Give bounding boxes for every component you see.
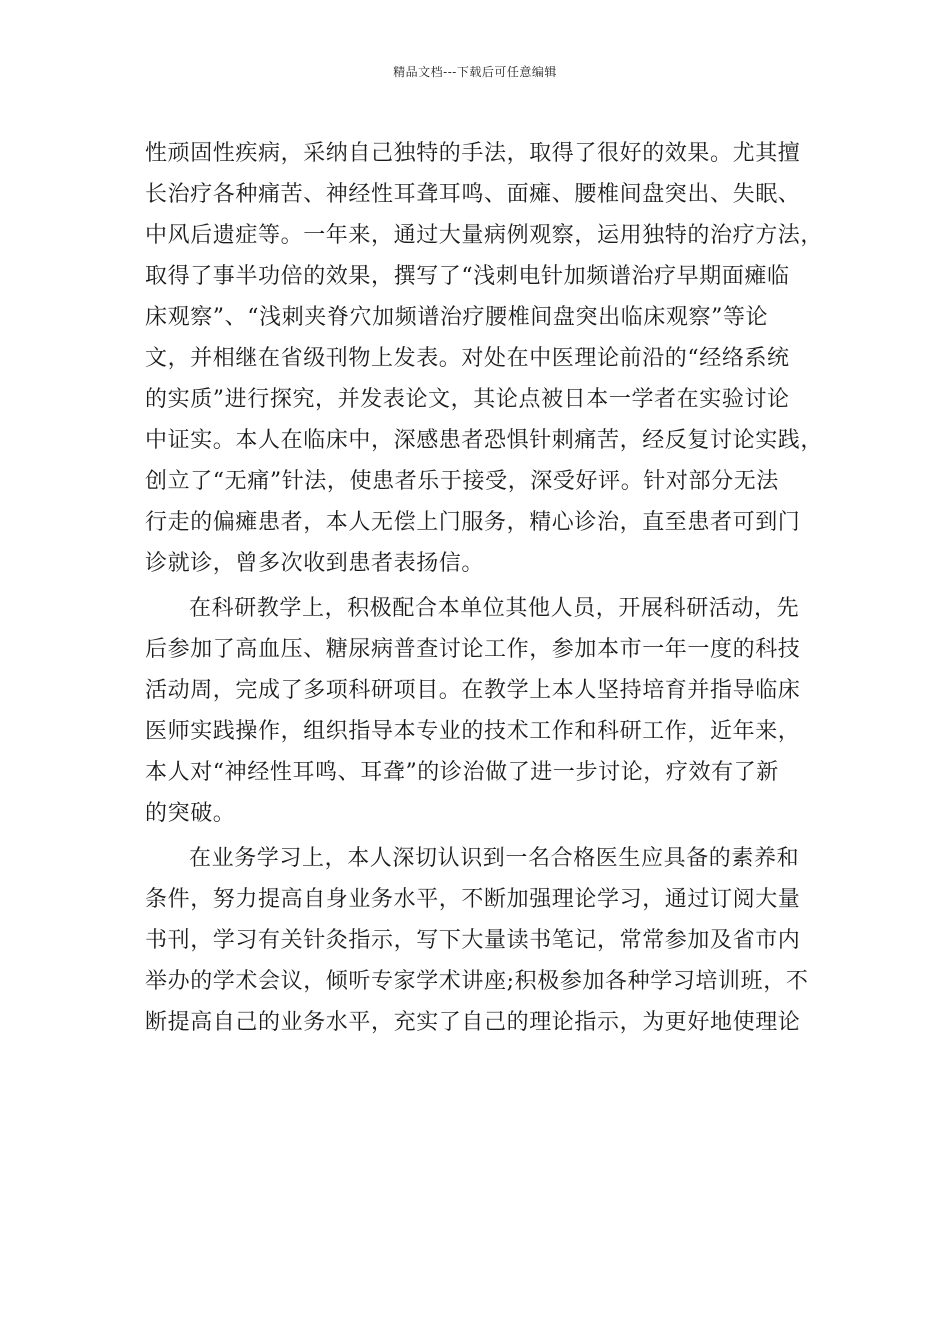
- text-line: 后参加了高血压、糖尿病普查讨论工作，参加本市一年一度的科技: [145, 637, 801, 662]
- text-line: 断提高自己的业务水平，充实了自己的理论指示，为更好地使理论: [145, 1010, 801, 1035]
- text-line: 创立了“无痛”针法，使患者乐于接受，深受好评。针对部分无法: [145, 469, 779, 494]
- text-line: 在科研教学上，积极配合本单位其他人员，开展科研活动，先: [189, 596, 800, 621]
- text-line: 文，并相继在省级刊物上发表。对处在中医理论前沿的“经络系统: [145, 346, 790, 371]
- text-line: 条件，努力提高自身业务水平，不断加强理论学习，通过订阅大量: [145, 887, 801, 912]
- text-line: 行走的偏瘫患者，本人无偿上门服务，精心诊治，直至患者可到门: [145, 510, 801, 535]
- text-line: 活动周，完成了多项科研项目。在教学上本人坚持培育并指导临床: [145, 678, 801, 703]
- text-line: 长治疗各种痛苦、神经性耳聋耳鸣、面瘫、腰椎间盘突出、失眠、: [145, 182, 801, 207]
- text-line: 在业务学习上，本人深切认识到一名合格医生应具备的素养和: [189, 846, 800, 871]
- text-line: 书刊，学习有关针灸指示，写下大量读书笔记，常常参加及省市内: [145, 928, 801, 953]
- text-line: 医师实践操作，组织指导本专业的技术工作和科研工作，近年来，: [145, 719, 801, 744]
- text-line: 性顽固性疾病，采纳自己独特的手法，取得了很好的效果。尤其擅: [145, 141, 801, 166]
- paragraph-clinical-work: [145, 133, 825, 584]
- paragraph-research-teaching: [145, 588, 825, 834]
- text-line: 诊就诊，曾多次收到患者表扬信。: [145, 551, 485, 576]
- document-body: [145, 133, 825, 1043]
- text-line: 本人对“神经性耳鸣、耳聋”的诊治做了进一步讨论，疗效有了新: [145, 760, 779, 785]
- text-line: 床观察”、“浅刺夹脊穴加频谱治疗腰椎间盘突出临床观察”等论: [145, 305, 769, 330]
- page-header: 精品文档---下载后可任意编辑: [393, 65, 557, 79]
- text-line: 的突破。: [145, 801, 236, 826]
- text-line: 举办的学术会议，倾听专家学术讲座;积极参加各种学习培训班，不: [145, 969, 809, 994]
- text-line: 取得了事半功倍的效果，撰写了“浅刺电针加频谱治疗早期面瘫临: [145, 264, 790, 289]
- text-line: 中风后遗症等。一年来，通过大量病例观察，运用独特的治疗方法，: [145, 223, 824, 248]
- text-line: 的实质”进行探究，并发表论文，其论点被日本一学者在实验讨论: [145, 387, 790, 412]
- text-line: 中证实。本人在临床中，深感患者恐惧针刺痛苦，经反复讨论实践，: [145, 428, 824, 453]
- paragraph-professional-study: [145, 838, 825, 1043]
